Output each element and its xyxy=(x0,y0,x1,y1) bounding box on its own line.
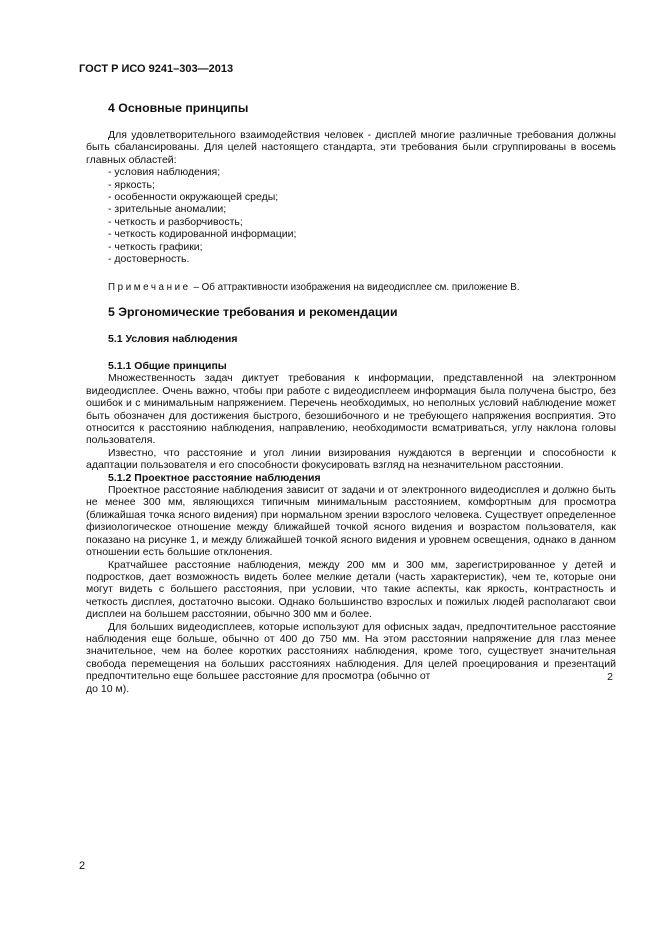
paragraph: Проектное расстояние наблюдения зависит от задачи и от электронного видеодисплея и должно быть не менее 300 мм, являющихся типичным минимальным расстоянием, комфортным для просмотра (ближайшая точка ясного видения) при нормальном зрении взрослого человека. Существует определенное физиологическое отношение между ближайшей точкой ясного видения и возрастом пользователя, как показано на рисунке 1, и между ближайшей точкой ясного видения и уровнем освещения, однако в данном отношении есть большие отклонения. xyxy=(86,484,616,559)
list-item: - яркость; xyxy=(108,178,155,191)
paragraph: Известно, что расстояние и угол линии визирования нуждаются в вергенции и способности к адаптации пользователя и его способности фокусировать взгляд на незначительном расстоянии. xyxy=(86,446,616,472)
section5-title: 5 Эргономические требования и рекомендации xyxy=(108,305,398,319)
inline-number: 2 xyxy=(607,670,613,683)
subsection-5-1-1-title: 5.1.1 Общие принципы xyxy=(108,360,227,372)
subsection-5-1-title: 5.1 Условия наблюдения xyxy=(108,333,238,345)
section4-body xyxy=(86,129,616,265)
section4-note xyxy=(108,282,520,293)
page-number: 2 xyxy=(79,860,86,872)
paragraph: Множественность задач диктует требования к информации, представленной на электронном видеодисплее. Очень важно, чтобы при работе с видеодисплеем информация была получена быстро, без ошибок и с минимальным напряжением. Перечень необходимых, но неполных условий наблюдение может быть обозначен для достижения быстрого, безошибочного и не требующего напряжения восприятия. Это относится к расстоянию наблюдения, направлению, необходимости всматриваться, углу наклона головы пользователя. xyxy=(86,372,616,447)
note-label: Примечание xyxy=(108,282,191,293)
list-item: - четкость графики; xyxy=(108,240,203,253)
list-item: - особенности окружающей среды; xyxy=(108,191,279,204)
note-text: – Об аттрактивности изображения на видеодисплее см. приложение В. xyxy=(190,282,520,293)
list-item: - зрительные аномалии; xyxy=(108,203,227,216)
paragraph-text: Для больших видеодисплеев, которые используют для офисных задач, предпочтительное расстояние наблюдения еще больше, обычно от 400 до 750 мм. На этом расстоянии напряжение для глаз менее значительное, чем на более коротких расстояниях наблюдения, кроме того, существует значительная свобода перемещения на больших расстояниях наблюдения. Для целей проецирования и презентаций предпочтительно еще большее расстояние для просмотра (обычно от xyxy=(86,620,616,683)
section4-intro: Для удовлетворительного взаимодействия человек - дисплей многие различные требования должны быть сбалансированы. Для целей настоящего стандарта, эти требования были сгруппированы в восемь главных областей: xyxy=(86,129,616,166)
list-item: - четкость и разборчивость; xyxy=(108,215,243,228)
section4-title: 4 Основные принципы xyxy=(108,101,249,115)
list-item: - достоверность. xyxy=(108,253,190,266)
list-item: - четкость кодированной информации; xyxy=(108,228,297,241)
subsection-5-1-2-title: 5.1.2 Проектное расстояние наблюдения xyxy=(108,471,321,484)
list-item: - условия наблюдения; xyxy=(108,166,221,179)
requirements-list xyxy=(108,166,616,265)
paragraph-end: до 10 м). xyxy=(86,682,130,695)
section5-body xyxy=(86,360,616,695)
paragraph: Кратчайшее расстояние наблюдения, между 200 мм и 300 мм, зарегистрированное у детей и подростков, дает возможность видеть более мелкие детали (часть характеристик), чем те, которые они могут видеть с большего расстояния, при условии, что такие аспекты, как яркость, контрастность и четкость дисплея, достаточно высоки. Однако большинство взрослых и пожилых людей располагают свои дисплеи на большем расстоянии, обычно 300 мм и более. xyxy=(86,558,616,621)
paragraph xyxy=(86,621,616,683)
standard-header: ГОСТ Р ИСО 9241–303—2013 xyxy=(79,63,234,75)
